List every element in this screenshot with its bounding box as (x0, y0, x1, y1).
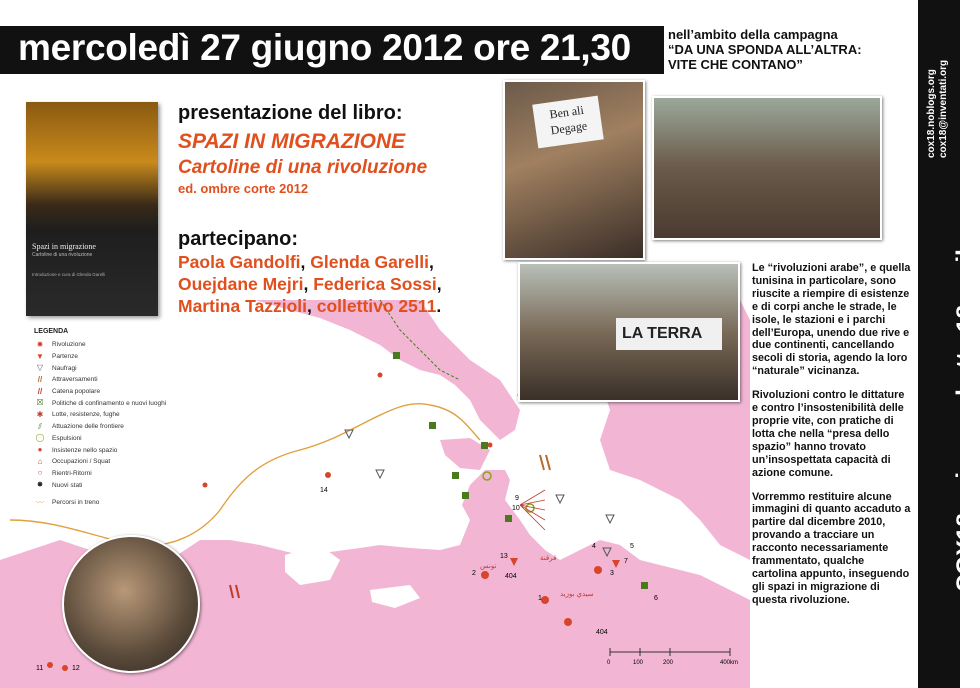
participants-line: Martina Tazzioli, collettivo 2511. (178, 296, 442, 316)
legend-item: ▽ Naufragi (34, 362, 214, 374)
legend-item: // Attraversamenti (34, 374, 214, 386)
map-number: 3 (610, 570, 614, 577)
presentation-label: presentazione del libro: (178, 102, 403, 124)
map-number: 10 (512, 505, 520, 512)
protest-photo-sign (503, 80, 645, 260)
website-link[interactable]: cox18.noblogs.org (926, 69, 937, 158)
ring-icon: ◯ (35, 433, 45, 443)
scale-label: 400km (720, 660, 739, 666)
venue-address: c.s.o.a. COX18 - via conchetta 18 - milano (952, 206, 979, 680)
map-number: 11 (36, 665, 44, 672)
protest-photo-banner (518, 262, 740, 402)
legend-item: ✸ Nuovi stati (34, 479, 214, 491)
confinement-box (452, 472, 459, 479)
campaign-line: VITE CHE CONTANO” (668, 57, 803, 72)
map-number: 7 (624, 558, 628, 565)
revolution-marker (541, 596, 549, 604)
participant-name: collettivo 2511 (316, 296, 437, 316)
insistence-dot (488, 443, 493, 448)
participant-name: Glenda Garelli (310, 252, 429, 272)
insistence-dot (47, 662, 53, 668)
map-number: 9 (515, 495, 519, 502)
map-number: 13 (500, 553, 508, 560)
email-link[interactable]: cox18@inventati.org (938, 59, 949, 158)
legend-item: ◯ Espulsioni (35, 433, 82, 443)
legend-title: LEGENDA (34, 328, 69, 335)
star-burst-icon: ✹ (36, 339, 44, 349)
dot-icon: ● (37, 445, 43, 455)
legend-item: ○ Rientri-Ritorni (34, 468, 214, 480)
scale-label: 200 (663, 660, 674, 666)
book-cover-subtitle: Cartoline di una rivoluzione (32, 252, 93, 258)
participants-line: Ouejdane Mejri, Federica Sossi, (178, 274, 442, 294)
campaign-note (668, 27, 862, 72)
legend-item: ● Insistenze nello spazio (34, 444, 214, 456)
campaign-line: nell’ambito della campagna (668, 27, 838, 42)
book-title: SPAZI IN MIGRAZIONE (178, 130, 406, 153)
map-code: 404 (596, 629, 608, 636)
double-slash-icon: // (37, 386, 43, 396)
contact-links (926, 18, 949, 158)
map-number: 4 (592, 543, 596, 550)
map-number: 14 (320, 487, 328, 494)
crossing-mark (540, 455, 544, 470)
book-subtitle: Cartoline di una rivoluzione (178, 157, 428, 178)
legend-item: ✹ Rivoluzione (34, 339, 214, 351)
map-number: 2 (472, 570, 476, 577)
revolution-marker (594, 566, 602, 574)
event-date-time: mercoledì 27 giugno 2012 ore 21,30 (18, 27, 631, 68)
protest-banner: LA TERRA (616, 318, 722, 350)
map-legend (34, 328, 214, 509)
confinement-box (429, 422, 436, 429)
asterisk-icon: ✱ (36, 409, 44, 419)
confinement-box (393, 352, 400, 359)
protest-sign: Ben ali Degage (532, 96, 603, 149)
insistence-dot (325, 472, 331, 478)
family-photo (62, 535, 200, 673)
participant-name: Martina Tazzioli (178, 296, 307, 316)
confinement-box (505, 515, 512, 522)
confinement-box (462, 492, 469, 499)
legend-item: ▼ Partenze (34, 351, 214, 363)
double-slash-icon: // (37, 374, 43, 384)
protest-photo-portraits (652, 96, 882, 240)
map-number: 12 (72, 665, 80, 672)
description-paragraph: Vorremmo restituire alcune immagini di quanto accaduto a partire dal dicembre 2010, provando a tracciare un racconto necessariamente frammentato, qualche cartolina appunto, inseguendo gli spazi in migrazione di questa rivoluzione. (752, 490, 911, 606)
map-number: 6 (654, 595, 658, 602)
hatched-line-icon: ⫽ (38, 421, 42, 431)
wavy-line-icon: 〰 (36, 497, 44, 507)
map-number: 5 (630, 543, 634, 550)
revolution-marker (481, 571, 489, 579)
map-code: 404 (505, 573, 517, 580)
shipwreck-marker (376, 470, 384, 478)
house-icon: ⌂ (37, 456, 43, 466)
scale-label: 100 (633, 660, 644, 666)
book-cover-authors: Introduzione e cura di Glenda Garelli (32, 272, 106, 277)
map-arabic-label: تونس (480, 563, 497, 570)
crossing-fan (520, 490, 545, 530)
open-ring-icon: ○ (37, 468, 43, 478)
burst-dark-icon: ✸ (36, 480, 44, 490)
map-arabic-label: قرقنة (540, 555, 557, 562)
description-paragraph: Rivoluzioni contro le dittature e contro l’insostenibilità delle proprie vite, con pratiche di lotta che nella “presa dello spazio” hanno trovato un’insospettata capacità di azione comune. (752, 389, 905, 479)
box-x-icon: ☒ (36, 398, 44, 408)
revolution-marker (564, 618, 572, 626)
confinement-box (641, 582, 648, 589)
legend-item: ☒ Politiche di confinamento e nuovi luoghi (34, 397, 214, 409)
map-land-italy (255, 300, 520, 440)
legend-item: ⫽ Attuazione delle frontiere (34, 421, 214, 433)
shipwreck-marker (606, 515, 614, 523)
legend-item: ⌂ Occupazioni / Squat (34, 456, 214, 468)
participant-name: Paola Gandolfi (178, 252, 301, 272)
legend-item: ✱ Lotte, resistenze, fughe (34, 409, 214, 421)
triangle-down-outline-icon: ▽ (36, 363, 44, 373)
legend-item: // Catena popolare (34, 386, 214, 398)
map-number: 1 (538, 595, 542, 602)
participants-label: partecipano: (178, 228, 299, 250)
book-cover (26, 102, 158, 316)
insistence-dot (62, 665, 68, 671)
shipwreck-marker (556, 495, 564, 503)
book-publisher: ed. ombre corte 2012 (178, 181, 309, 196)
participants-line: Paola Gandolfi, Glenda Garelli, (178, 252, 434, 272)
insistence-dot (378, 373, 383, 378)
participant-name: Federica Sossi (313, 274, 437, 294)
map-arabic-label: سيدي بوزيد (560, 591, 594, 598)
crossing-mark (546, 455, 550, 470)
participant-name: Ouejdane Mejri (178, 274, 304, 294)
scale-label: 0 (607, 660, 611, 666)
description-text (752, 262, 912, 618)
description-paragraph: Le “rivoluzioni arabe”, e quella tunisina in particolare, sono riuscite a riempire di esistenze e di corpi anche le strade, le isole, le stazioni e i parchi dell’Europa, unendo due rive e due continenti, cancellando secoli di storia, agendo la loro “naturale” vicinanza. (752, 262, 911, 378)
triangle-down-filled-icon: ▼ (36, 351, 44, 361)
legend-item: 〰 Percorsi in treno (36, 497, 100, 507)
book-cover-title: Spazi in migrazione (32, 242, 96, 251)
confinement-box (481, 442, 488, 449)
campaign-line: “DA UNA SPONDA ALL’ALTRA: (668, 42, 862, 57)
